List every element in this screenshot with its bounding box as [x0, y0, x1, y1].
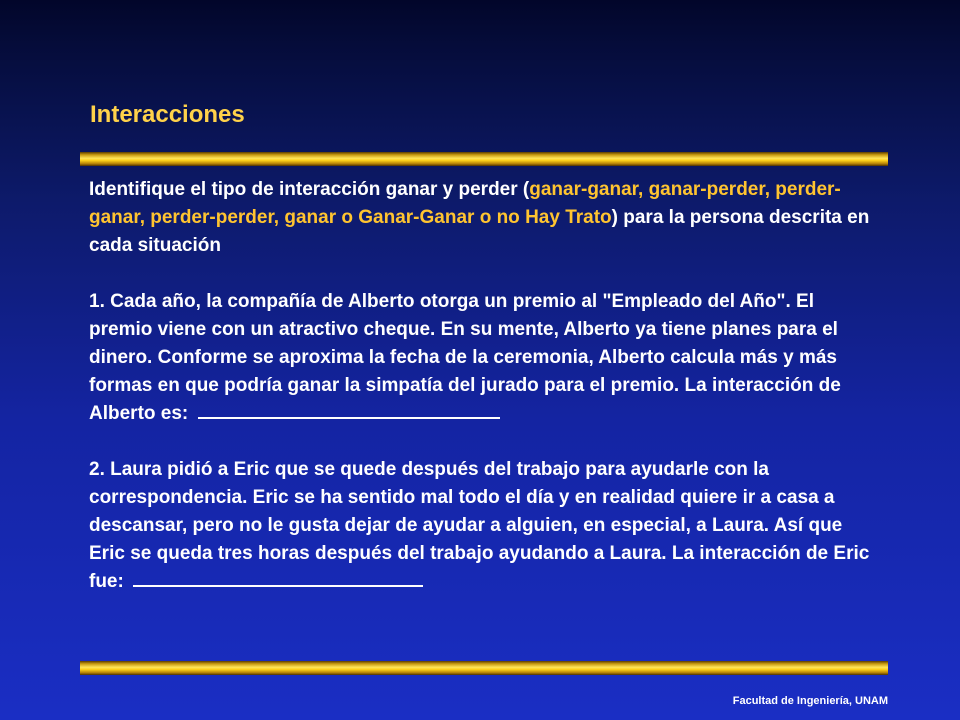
- instruction-text-start: Identifique el tipo de interacción ganar y perder (: [89, 179, 530, 200]
- question-2: [89, 456, 879, 596]
- answer-blank-2[interactable]: [133, 569, 423, 587]
- slide-content: [89, 176, 879, 596]
- footer-institution: Facultad de Ingeniería, UNAM: [732, 695, 888, 707]
- question-1-text: 1. Cada año, la compañía de Alberto otorga un premio al "Empleado del Año". El premio viene con un atractivo cheque. En su mente, Alberto ya tiene planes para el dinero. Conforme se aproxima la fecha de la ceremonia, Alberto calcula más y más formas en que podría ganar la simpatía del jurado para el premio. La interacción de Alberto es:: [89, 291, 841, 424]
- instruction-paragraph: [89, 176, 879, 260]
- answer-blank-1[interactable]: [198, 401, 500, 419]
- gold-divider-top: [80, 152, 888, 166]
- interaction-options: ganar-ganar, ganar-perder, perder-ganar, perder-perder, ganar o Ganar-Ganar o no Hay Trato: [89, 179, 841, 228]
- question-2-text: 2. Laura pidió a Eric que se quede después del trabajo para ayudarle con la correspondencia. Eric se ha sentido mal todo el día y en realidad quiere ir a casa a descansar, pero no le gusta dejar de ayudar a alguien, en especial, a Laura. Así que Eric se queda tres horas después del trabajo ayudando a Laura. La interacción de Eric fue:: [89, 459, 870, 592]
- slide-title: Interacciones: [90, 101, 245, 128]
- instruction-text-end: ) para la persona descrita en cada situación: [89, 207, 870, 256]
- question-1: [89, 288, 879, 428]
- gold-divider-bottom: [80, 661, 888, 675]
